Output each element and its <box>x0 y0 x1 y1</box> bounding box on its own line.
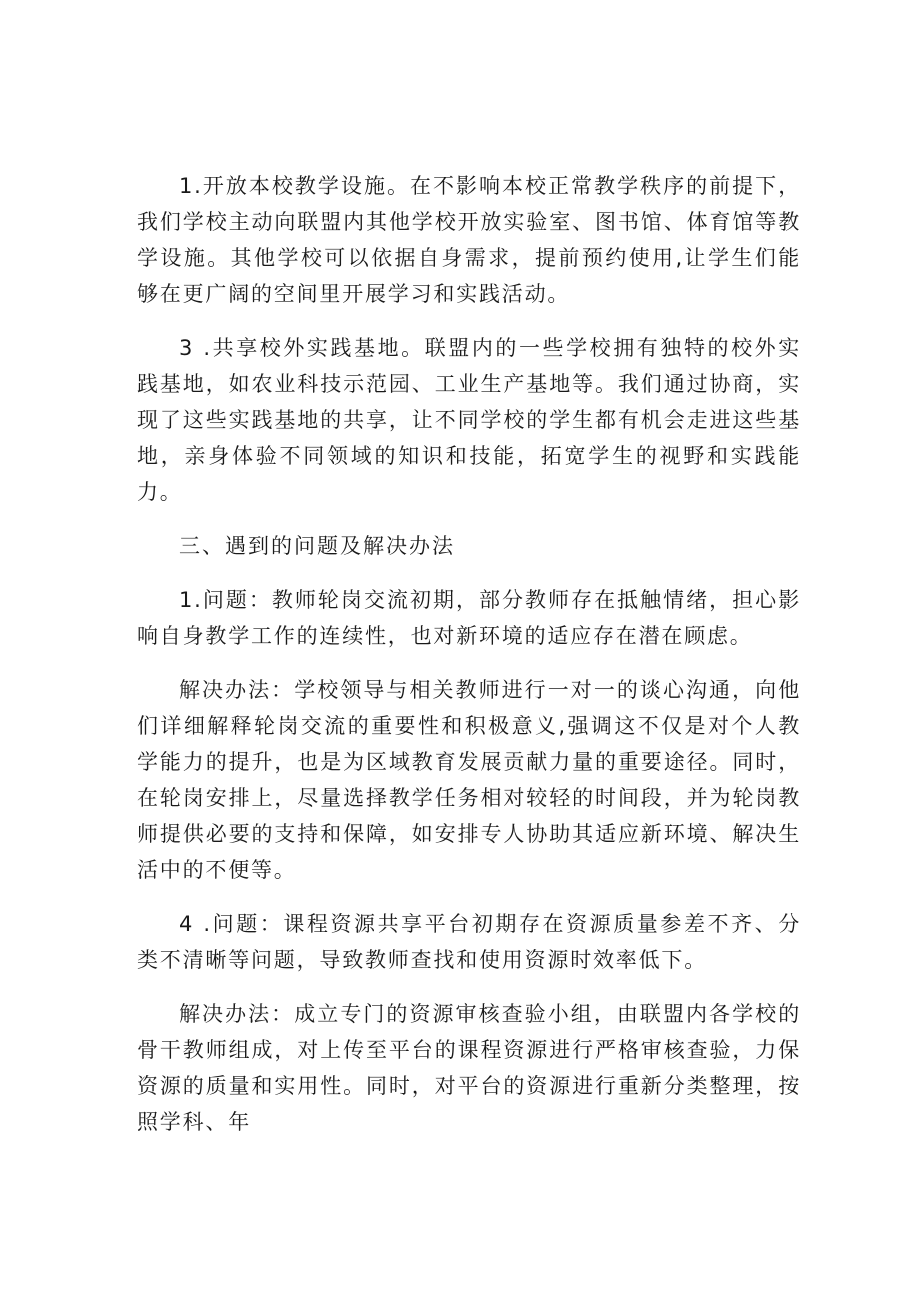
section-heading-problems-solutions: 三、遇到的问题及解决办法 <box>179 534 455 558</box>
paragraph-solution-resource-platform: 解决办法：成立专门的资源审核查验小组，由联盟内各学校的骨干教师组成，对上传至平台的课程资源进行严格审核查验，力保资源的质量和实用性。同时，对平台的资源进行重新分类整理，按照学科、年 <box>137 1002 801 1134</box>
paragraph-problem-resource-platform: 4 .问题：课程资源共享平台初期存在资源质量参差不齐、分类不清晰等问题，导致教师查找和使用资源时效率低下。 <box>137 912 801 972</box>
paragraph-problem-teacher-rotation: 1.问题：教师轮岗交流初期，部分教师存在抵触情绪，担心影响自身教学工作的连续性，也对新环境的适应存在潜在顾虑。 <box>137 588 801 648</box>
paragraph-share-practice-bases: 3 .共享校外实践基地。联盟内的一些学校拥有独特的校外实践基地，如农业科技示范园、工业生产基地等。我们通过协商，实现了这些实践基地的共享，让不同学校的学生都有机会走进这些基地，亲身体验不同领域的知识和技能，拓宽学生的视野和实践能力。 <box>137 336 801 504</box>
document-body <box>137 168 801 1158</box>
paragraph-solution-teacher-rotation: 解决办法：学校领导与相关教师进行一对一的谈心沟通，向他们详细解释轮岗交流的重要性和积极意义,强调这不仅是对个人教学能力的提升，也是为区域教育发展贡献力量的重要途径。同时，在轮岗安排上，尽量选择教学任务相对较轻的时间段，并为轮岗教师提供必要的支持和保障，如安排专人协助其适应新环境、解决生活中的不便等。 <box>137 678 801 882</box>
paragraph-open-facilities: 1.开放本校教学设施。在不影响本校正常教学秩序的前提下，我们学校主动向联盟内其他学校开放实验室、图书馆、体育馆等教学设施。其他学校可以依据自身需求，提前预约使用,让学生们能够在更广阔的空间里开展学习和实践活动。 <box>137 174 801 306</box>
